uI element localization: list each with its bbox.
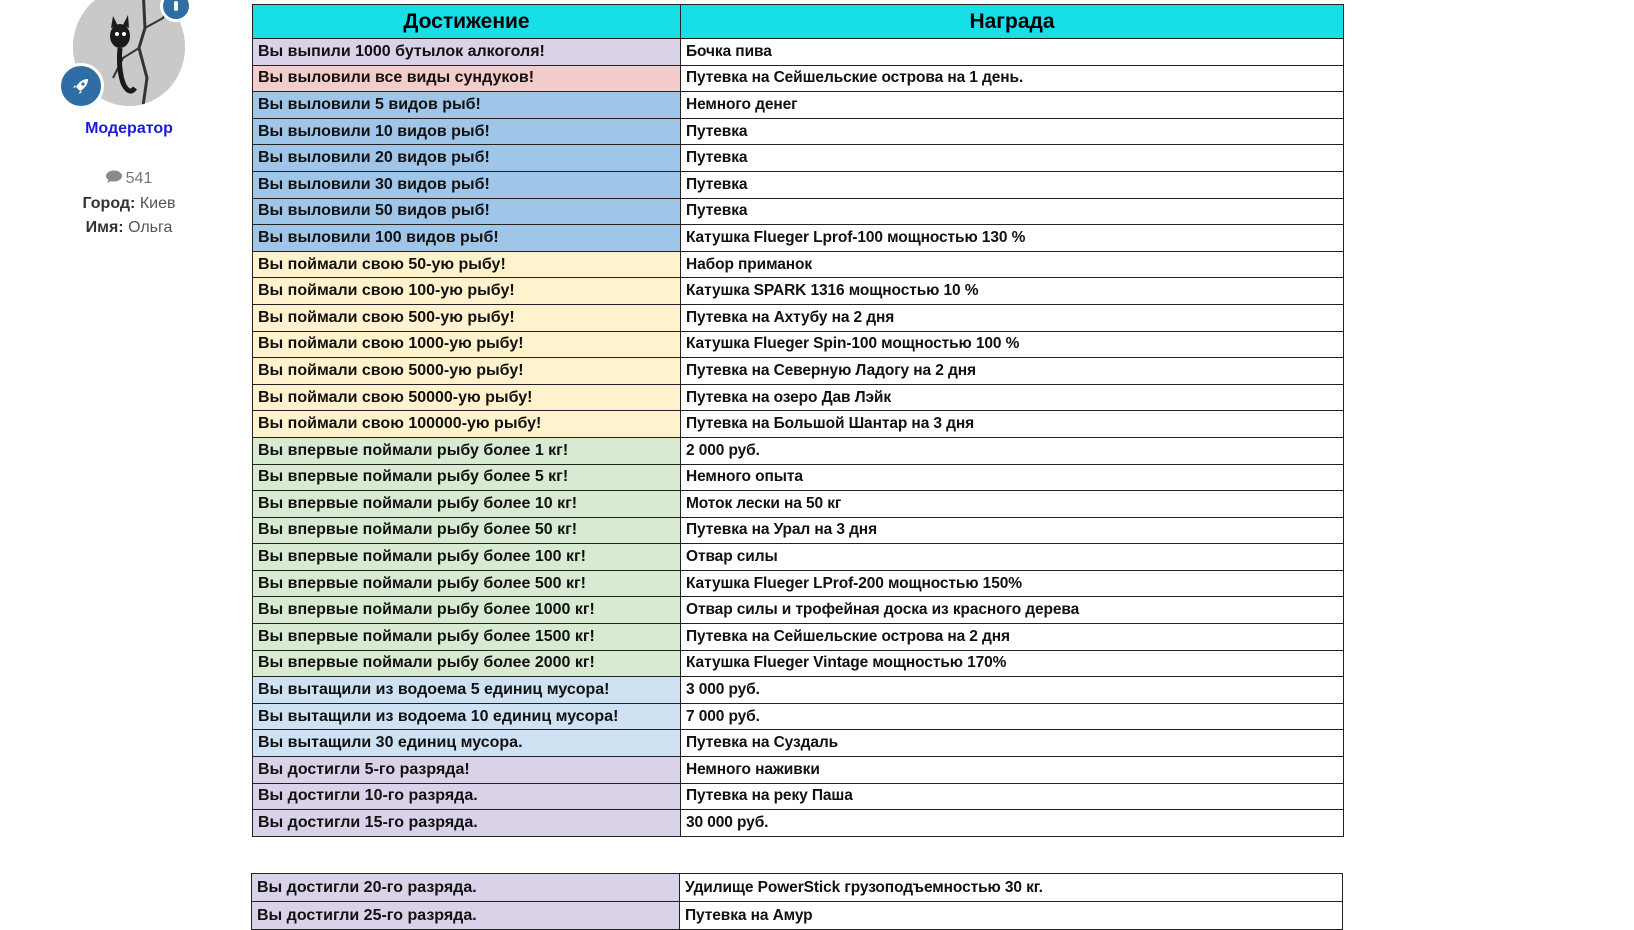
table-row — [253, 198, 1344, 225]
name-label: Имя: — [85, 219, 124, 236]
achievement-cell: Вы выловили 50 видов рыб! — [253, 198, 681, 225]
reward-cell: Бочка пива — [681, 39, 1344, 66]
table-row — [253, 65, 1344, 92]
table-row — [253, 757, 1344, 784]
table-row — [253, 597, 1344, 624]
achievement-cell: Вы достигли 5-го разряда! — [253, 757, 681, 784]
achievement-cell: Вы впервые поймали рыбу более 50 кг! — [253, 517, 681, 544]
achievement-cell: Вы поймали свою 1000-ую рыбу! — [253, 331, 681, 358]
achievement-cell: Вы выловили 5 видов рыб! — [253, 92, 681, 119]
user-city — [0, 195, 258, 213]
table-row — [253, 624, 1344, 651]
achievement-cell: Вы достигли 25-го разряда. — [252, 902, 680, 930]
city-value: Киев — [139, 195, 176, 212]
reward-cell: Отвар силы и трофейная доска из красного дерева — [681, 597, 1344, 624]
achievement-cell: Вы достигли 10-го разряда. — [253, 783, 681, 810]
table-row — [253, 517, 1344, 544]
achievement-cell: Вы впервые поймали рыбу более 1500 кг! — [253, 624, 681, 651]
reward-cell: Путевка — [681, 198, 1344, 225]
reward-cell: Путевка — [681, 171, 1344, 198]
achievement-cell: Вы поймали свою 50000-ую рыбу! — [253, 384, 681, 411]
achievement-cell: Вы впервые поймали рыбу более 500 кг! — [253, 570, 681, 597]
achievement-cell: Вы выловили 30 видов рыб! — [253, 171, 681, 198]
header-reward: Награда — [681, 5, 1344, 39]
table-row — [253, 464, 1344, 491]
reward-cell: Путевка — [681, 145, 1344, 172]
achievement-cell: Вы выловили 10 видов рыб! — [253, 118, 681, 145]
reward-cell: Моток лески на 50 кг — [681, 491, 1344, 518]
reward-cell: Путевка на Ахтубу на 2 дня — [681, 304, 1344, 331]
achievements-table-continued — [251, 873, 1343, 930]
reward-cell: 30 000 руб. — [681, 810, 1344, 837]
achievement-cell: Вы вытащили из водоема 10 единиц мусора! — [253, 703, 681, 730]
achievement-cell: Вы впервые поймали рыбу более 10 кг! — [253, 491, 681, 518]
achievements-table — [252, 4, 1344, 837]
reward-cell: 7 000 руб. — [681, 703, 1344, 730]
reward-cell: Путевка на Сейшельские острова на 1 день. — [681, 65, 1344, 92]
achievement-cell: Вы поймали свою 100000-ую рыбу! — [253, 411, 681, 438]
reward-cell: Катушка Flueger LProf-200 мощностью 150% — [681, 570, 1344, 597]
table-row — [253, 118, 1344, 145]
reward-cell: Путевка на Большой Шантар на 3 дня — [681, 411, 1344, 438]
reward-cell: Катушка SPARK 1316 мощностью 10 % — [681, 278, 1344, 305]
table-row — [253, 171, 1344, 198]
table-row — [253, 278, 1344, 305]
table-row — [253, 544, 1344, 571]
reward-cell: 3 000 руб. — [681, 677, 1344, 704]
achievement-cell: Вы вытащили из водоема 5 единиц мусора! — [253, 677, 681, 704]
achievements-table-image — [252, 4, 1344, 837]
reward-cell: Немного опыта — [681, 464, 1344, 491]
table-row — [253, 358, 1344, 385]
name-value: Ольга — [128, 219, 173, 236]
table-row — [253, 92, 1344, 119]
table-row — [253, 251, 1344, 278]
table-header-row — [253, 5, 1344, 39]
table-row — [252, 902, 1343, 930]
table-row — [253, 145, 1344, 172]
achievement-cell: Вы выловили все виды сундуков! — [253, 65, 681, 92]
reward-cell: Путевка на реку Паша — [681, 783, 1344, 810]
achievement-cell: Вы впервые поймали рыбу более 2000 кг! — [253, 650, 681, 677]
achievement-cell: Вы впервые поймали рыбу более 100 кг! — [253, 544, 681, 571]
reward-cell: Путевка на озеро Дав Лэйк — [681, 384, 1344, 411]
city-label: Город: — [82, 195, 136, 212]
reward-cell: Катушка Flueger Vintage мощностью 170% — [681, 650, 1344, 677]
table-row — [253, 650, 1344, 677]
achievement-cell: Вы выпили 1000 бутылок алкоголя! — [253, 39, 681, 66]
reward-cell: Путевка на Суздаль — [681, 730, 1344, 757]
table-row — [253, 730, 1344, 757]
table-row — [253, 491, 1344, 518]
table-row — [253, 677, 1344, 704]
achievement-cell: Вы впервые поймали рыбу более 1000 кг! — [253, 597, 681, 624]
achievement-cell: Вы выловили 20 видов рыб! — [253, 145, 681, 172]
reward-cell: Путевка — [681, 118, 1344, 145]
achievement-cell: Вы выловили 100 видов рыб! — [253, 225, 681, 252]
achievement-cell: Вы поймали свою 50-ую рыбу! — [253, 251, 681, 278]
reward-cell: Катушка Flueger Spin-100 мощностью 100 % — [681, 331, 1344, 358]
table-row — [253, 304, 1344, 331]
table-row — [252, 874, 1343, 902]
user-profile-panel — [0, 0, 250, 912]
table-row — [253, 703, 1344, 730]
achievement-cell: Вы поймали свою 100-ую рыбу! — [253, 278, 681, 305]
table-row — [253, 437, 1344, 464]
table-row — [253, 783, 1344, 810]
achievement-cell: Вы впервые поймали рыбу более 1 кг! — [253, 437, 681, 464]
achievement-cell: Вы впервые поймали рыбу более 5 кг! — [253, 464, 681, 491]
reward-cell: Отвар силы — [681, 544, 1344, 571]
post-count-value: 541 — [125, 170, 153, 188]
table-row — [253, 570, 1344, 597]
reward-cell: Удилище PowerStick грузоподъемностью 30 кг. — [680, 874, 1343, 902]
reward-cell: Путевка на Сейшельские острова на 2 дня — [681, 624, 1344, 651]
achievement-cell: Вы достигли 20-го разряда. — [252, 874, 680, 902]
reward-cell: Путевка на Северную Ладогу на 2 дня — [681, 358, 1344, 385]
post-count — [0, 170, 258, 188]
reward-cell: Путевка на Амур — [680, 902, 1343, 930]
table-row — [253, 810, 1344, 837]
achievement-cell: Вы поймали свою 500-ую рыбу! — [253, 304, 681, 331]
reward-cell: 2 000 руб. — [681, 437, 1344, 464]
reward-cell: Набор приманок — [681, 251, 1344, 278]
rocket-icon[interactable] — [58, 63, 104, 109]
reward-cell: Немного денег — [681, 92, 1344, 119]
user-name — [0, 219, 258, 237]
table-row — [253, 225, 1344, 252]
table-row — [253, 411, 1344, 438]
table-row — [253, 331, 1344, 358]
reward-cell: Немного наживки — [681, 757, 1344, 784]
table-row — [253, 384, 1344, 411]
achievement-cell: Вы поймали свою 5000-ую рыбу! — [253, 358, 681, 385]
reward-cell: Катушка Flueger Lprof-100 мощностью 130 % — [681, 225, 1344, 252]
table-row — [253, 39, 1344, 66]
user-role[interactable]: Модератор — [85, 120, 173, 137]
reward-cell: Путевка на Урал на 3 дня — [681, 517, 1344, 544]
achievements-table-image-2 — [251, 873, 1343, 930]
header-achievement: Достижение — [253, 5, 681, 39]
achievement-cell: Вы достигли 15-го разряда. — [253, 810, 681, 837]
achievement-cell: Вы вытащили 30 единиц мусора. — [253, 730, 681, 757]
comment-icon — [106, 170, 122, 188]
